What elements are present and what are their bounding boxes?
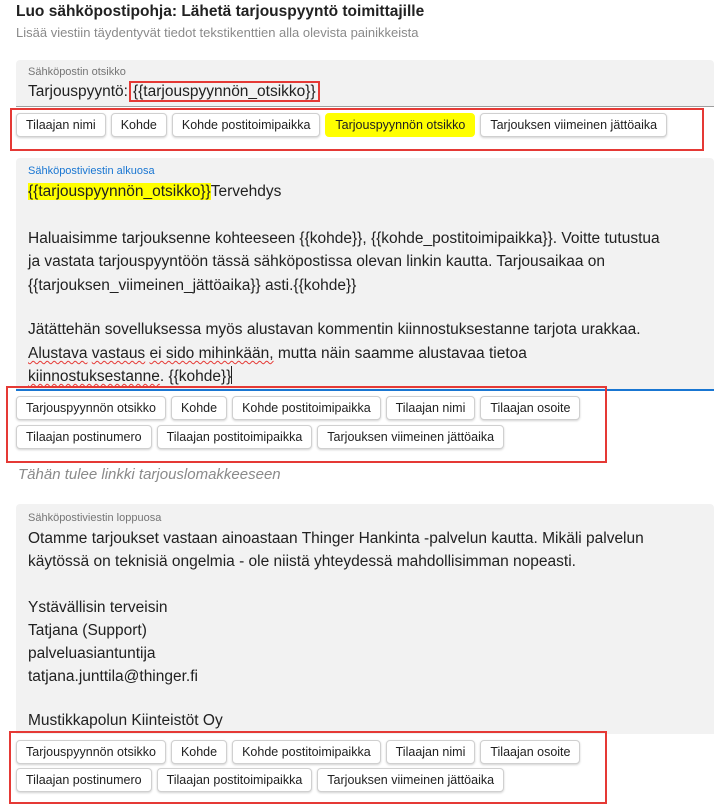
- body-end-line: käytössä on teknisiä ongelmia - ole niistä yhteydessä mahdollisimman nopeasti.: [28, 553, 576, 570]
- body-end-button-row-2: [16, 768, 504, 792]
- insert-tarjouksen-viimeinen-jattoaika-button[interactable]: Tarjouksen viimeinen jättöaika: [317, 768, 504, 792]
- insert-tilaajan-postitoimipaikka-button[interactable]: Tilaajan postitoimipaikka: [157, 768, 313, 792]
- insert-kohde-postitoimipaikka-button[interactable]: Kohde postitoimipaikka: [172, 113, 321, 137]
- body-start-line: Jätättehän sovelluksessa myös alustavan kommentin kiinnostuksestanne tarjota urakkaa.: [28, 321, 641, 338]
- insert-tarjouspyynnon-otsikko-button[interactable]: Tarjouspyynnön otsikko: [16, 396, 166, 420]
- insert-kohde-postitoimipaikka-button[interactable]: Kohde postitoimipaikka: [232, 396, 381, 420]
- body-end-line: tatjana.junttila@thinger.fi: [28, 668, 198, 685]
- subject-placeholder-token: {{tarjouspyynnön_otsikko}}: [129, 81, 320, 102]
- page-title: Luo sähköpostipohja: Lähetä tarjouspyyntö toimittajille: [16, 3, 425, 20]
- body-start-highlight-token: {{tarjouspyynnön_otsikko}}: [28, 183, 211, 200]
- body-end-line: Tatjana (Support): [28, 622, 147, 639]
- subject-field[interactable]: [16, 60, 714, 107]
- insert-tilaajan-postinumero-button[interactable]: Tilaajan postinumero: [16, 768, 152, 792]
- subject-field-value[interactable]: [28, 80, 320, 104]
- insert-tilaajan-nimi-button[interactable]: Tilaajan nimi: [386, 740, 476, 764]
- body-end-line: Mustikkapolun Kiinteistöt Oy: [28, 712, 223, 729]
- insert-tarjouspyynnon-otsikko-button[interactable]: Tarjouspyynnön otsikko: [16, 740, 166, 764]
- body-start-button-row-1: [16, 396, 580, 420]
- text-caret: [231, 366, 232, 384]
- body-end-line: Otamme tarjoukset vastaan ainoastaan Thinger Hankinta -palvelun kautta. Mikäli palvelun: [28, 530, 644, 547]
- body-end-field-label: Sähköpostiviestin loppuosa: [28, 512, 162, 524]
- body-start-button-row-2: [16, 425, 504, 449]
- body-start-field-label: Sähköpostiviestin alkuosa: [28, 165, 155, 177]
- body-end-button-row-1: [16, 740, 580, 764]
- insert-tilaajan-nimi-button[interactable]: Tilaajan nimi: [16, 113, 106, 137]
- insert-kohde-button[interactable]: Kohde: [171, 396, 227, 420]
- page-subtitle: Lisää viestiin täydentyvät tiedot tekstikenttien alla olevista painikkeista: [16, 25, 419, 40]
- subject-button-row: [16, 113, 667, 137]
- insert-kohde-button[interactable]: Kohde: [171, 740, 227, 764]
- insert-tilaajan-postitoimipaikka-button[interactable]: Tilaajan postitoimipaikka: [157, 425, 313, 449]
- subject-field-label: Sähköpostin otsikko: [28, 66, 126, 78]
- body-start-line: ja vastata tarjouspyyntöön tässä sähköpostissa olevan linkin kautta. Tarjousaikaa on: [28, 253, 606, 270]
- body-start-field[interactable]: [16, 158, 714, 391]
- insert-kohde-postitoimipaikka-button[interactable]: Kohde postitoimipaikka: [232, 740, 381, 764]
- subject-field-underline: [16, 106, 714, 107]
- subject-prefix: Tarjouspyyntö:: [28, 83, 128, 100]
- body-start-line: Haluaisimme tarjouksenne kohteeseen {{kohde}}, {{kohde_postitoimipaikka}}. Voitte tutustua: [28, 230, 660, 247]
- body-end-line: palveluasiantuntija: [28, 645, 156, 662]
- insert-tarjouspyynnon-otsikko-button[interactable]: Tarjouspyynnön otsikko: [325, 113, 475, 137]
- body-end-field[interactable]: [16, 504, 714, 734]
- insert-kohde-button[interactable]: Kohde: [111, 113, 167, 137]
- body-start-line: Alustava vastaus ei sido mihinkään, mutta näin saamme alustavaa tietoa: [28, 345, 527, 362]
- body-start-line-1: {{tarjouspyynnön_otsikko}}Tervehdys: [28, 183, 282, 200]
- body-end-line: Ystävällisin terveisin: [28, 599, 168, 616]
- insert-tilaajan-nimi-button[interactable]: Tilaajan nimi: [386, 396, 476, 420]
- body-start-field-underline: [16, 389, 714, 391]
- link-placeholder-note: Tähän tulee linkki tarjouslomakkeeseen: [18, 466, 281, 483]
- body-start-line: kiinnostuksestanne. {{kohde}}: [28, 368, 232, 385]
- insert-tilaajan-osoite-button[interactable]: Tilaajan osoite: [480, 396, 580, 420]
- insert-tilaajan-postinumero-button[interactable]: Tilaajan postinumero: [16, 425, 152, 449]
- insert-tilaajan-osoite-button[interactable]: Tilaajan osoite: [480, 740, 580, 764]
- body-start-line: {{tarjouksen_viimeinen_jättöaika}} asti.{{kohde}}: [28, 277, 357, 294]
- insert-tarjouksen-viimeinen-jattoaika-button[interactable]: Tarjouksen viimeinen jättöaika: [317, 425, 504, 449]
- insert-tarjouksen-viimeinen-jattoaika-button[interactable]: Tarjouksen viimeinen jättöaika: [480, 113, 667, 137]
